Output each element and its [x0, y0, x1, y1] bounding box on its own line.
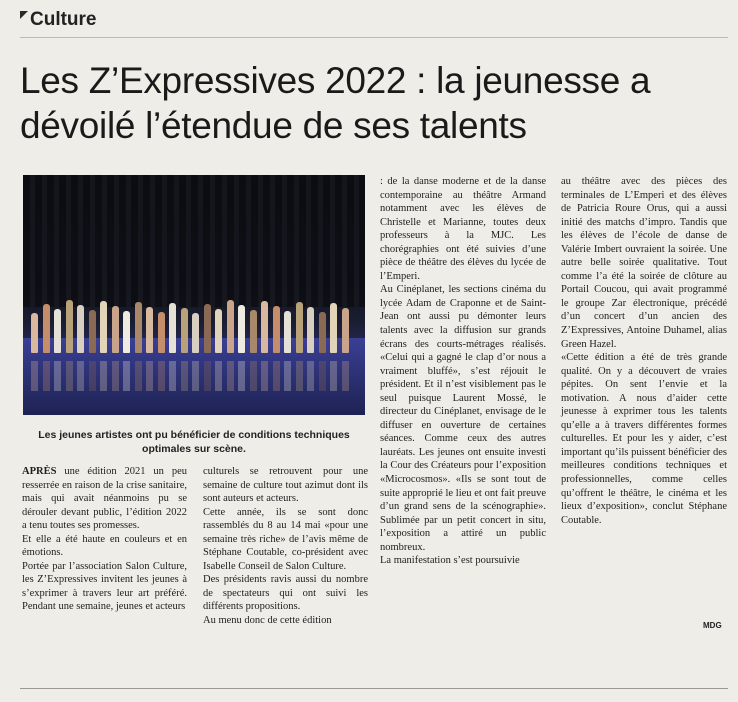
- performer-figure: [261, 301, 268, 353]
- performer-figure: [307, 307, 314, 353]
- paragraph: [22, 465, 187, 533]
- paragraph: culturels se retrouvent pour une semaine de culture tout azimut dont ils sont auteurs et acteurs.: [203, 466, 368, 505]
- paragraph: La manifestation s’est poursuivie: [380, 555, 520, 567]
- author-signature: MDG: [703, 621, 722, 630]
- performer-figure: [169, 303, 176, 353]
- lead-word: APRÈS: [22, 466, 57, 477]
- header-divider: [20, 37, 728, 38]
- performer-figure: [227, 300, 234, 353]
- performer-figure: [43, 304, 50, 353]
- performer-figure: [319, 312, 326, 353]
- performer-figure: [296, 302, 303, 353]
- performer-figure: [54, 309, 61, 353]
- performer-reflection: [319, 361, 326, 391]
- performer-reflection: [284, 361, 291, 391]
- performer-reflection: [330, 361, 337, 391]
- performer-figure: [215, 309, 222, 353]
- performer-reflection: [169, 361, 176, 391]
- paragraph: «Cette édition a été de très grande qualité. On y a découvert de vraies pépites. On sent l’envie et la motivation. A nous d’aider cette jeunesse à exprimer tous les talents qu’elle a à travers différentes formes culturelles. Et pour les y aider, c’est important qu’ils puissent bénéficier des meilleures conditions techniques et professionnelles, comme celles qu’offrent le théâtre, le cinéma et les lieux d’exposition», conclut Stéphane Coutable.: [561, 352, 727, 526]
- performer-figure: [135, 302, 142, 353]
- article-column-3: [380, 175, 546, 568]
- bottom-divider: [20, 688, 728, 689]
- performer-reflection: [307, 361, 314, 391]
- performer-reflection: [215, 361, 222, 391]
- performer-figure: [31, 313, 38, 353]
- performer-reflection: [181, 361, 188, 391]
- performer-reflection: [296, 361, 303, 391]
- paragraph: : de la danse moderne et de la danse contemporaine au théâtre Armand notamment avec les élèves de Christelle et Marianne, toutes deux professeurs à la MJC. Les chorégraphies ont été suivies d’une pièce de théâtre des élèves du lycée de l’Emperi.: [380, 176, 546, 282]
- article-photo: [23, 175, 365, 415]
- section-label: Culture: [30, 9, 97, 30]
- performer-figure: [146, 307, 153, 353]
- performer-reflection: [261, 361, 268, 391]
- performer-figure: [77, 305, 84, 353]
- article-column-4: [561, 175, 727, 527]
- performer-reflection: [66, 361, 73, 391]
- article-column-1: [22, 465, 187, 614]
- article-headline: Les Z’Expressives 2022 : la jeunesse a dévoilé l’étendue de ses talents: [20, 60, 651, 146]
- performer-figure: [112, 306, 119, 353]
- paragraph: Cette année, ils se sont donc rassemblés du 8 au 14 mai «pour une semaine très riche» de l’avis même de Stéphane Coutable, co-président avec Isabelle Conseil de Salon Culture.: [203, 506, 368, 572]
- performer-figure: [89, 310, 96, 353]
- performer-reflection: [77, 361, 84, 391]
- performer-figure: [238, 305, 245, 353]
- section-header: [20, 8, 97, 32]
- paragraph: Et elle a été haute en couleurs et en émotions.: [22, 533, 187, 559]
- article-column-2: [203, 465, 368, 628]
- performer-figure: [250, 310, 257, 353]
- performer-reflection: [123, 361, 130, 391]
- photo-caption: Les jeunes artistes ont pu bénéficier de conditions techniques optimales sur scène.: [38, 429, 350, 455]
- performer-figure: [204, 304, 211, 353]
- performer-figure: [330, 303, 337, 353]
- paragraph: Portée par l’association Salon Culture, les Z’Expressives invitent les jeunes à s’exprimer à travers leur art préféré. Pendant une semaine, jeunes et acteurs: [22, 560, 187, 613]
- performer-reflection: [342, 361, 349, 391]
- performer-reflection: [89, 361, 96, 391]
- performer-reflection: [250, 361, 257, 391]
- performer-figure: [66, 300, 73, 353]
- section-marker-icon: [20, 11, 28, 19]
- paragraph: Au menu donc de cette édition: [203, 615, 332, 627]
- performer-figure: [273, 306, 280, 353]
- performer-reflection: [204, 361, 211, 391]
- performer-figure: [123, 311, 130, 353]
- performer-reflection: [273, 361, 280, 391]
- photo-curtain: [23, 175, 365, 307]
- performer-figure: [181, 308, 188, 353]
- performer-reflection: [158, 361, 165, 391]
- performer-figure: [342, 308, 349, 353]
- paragraph: au théâtre avec des pièces des terminales de L’Emperi et des élèves de Patricia Roure Orus, qui a aussi initié des matchs d’impro. Tandis que les élèves de l’école de danse de Valérie Imbert ouvraient la soirée. Une autre belle soirée qualitative. Tout comme l’a été la soirée de clôture au Portail Coucou, qui avait programmé le groupe Zar électronique, précédé d’un concert d’un ancien des Z’Expressives, Antoine Duhamel, alias Green Hazel.: [561, 176, 727, 350]
- performer-reflection: [146, 361, 153, 391]
- paragraph: Des présidents ravis aussi du nombre de spectateurs qui ont suivi les différents propositions.: [203, 574, 368, 613]
- performer-reflection: [100, 361, 107, 391]
- performer-figure: [158, 312, 165, 353]
- paragraph: Au Cinéplanet, les sections cinéma du lycée Adam de Craponne et de Saint-Jean ont aussi pu démonter leurs talents avec la diffusion sur grands écrans des courts-métrages réalisés. «Celui qui a gagné le clap d’or nous a vraiment bluffé», s’est réjouit le président. Et il n’est visiblement pas le seul puisque Laurent Mossé, le directeur du Cinéplanet, envisage de le diffuser en ouverture de certaines séances. Comme ceux des autres lauréats. Les jeunes ont ensuite investi la Cour des Créateurs pour l’exposition «Microcosmos». «Ils se sont tout de suite approprié le lieu et ont fait preuve d’un grand sens de la scénographie». Sublimée par un petit concert in situ, l’exposition a attiré un public nombreux.: [380, 284, 546, 553]
- performer-reflection: [192, 361, 199, 391]
- performer-reflection: [54, 361, 61, 391]
- performer-figure: [192, 313, 199, 353]
- performer-reflection: [238, 361, 245, 391]
- performer-reflection: [43, 361, 50, 391]
- performer-figure: [100, 301, 107, 353]
- paragraph-text: une édition 2021 un peu resserrée en raison de la crise sanitaire, mais qui avait néanmoins pu se dérouler devant public, l’édition 2022 a tenu toutes ses promesses.: [22, 466, 187, 532]
- performer-reflection: [227, 361, 234, 391]
- performer-figure: [284, 311, 291, 353]
- performer-reflection: [135, 361, 142, 391]
- performer-reflection: [31, 361, 38, 391]
- performer-reflection: [112, 361, 119, 391]
